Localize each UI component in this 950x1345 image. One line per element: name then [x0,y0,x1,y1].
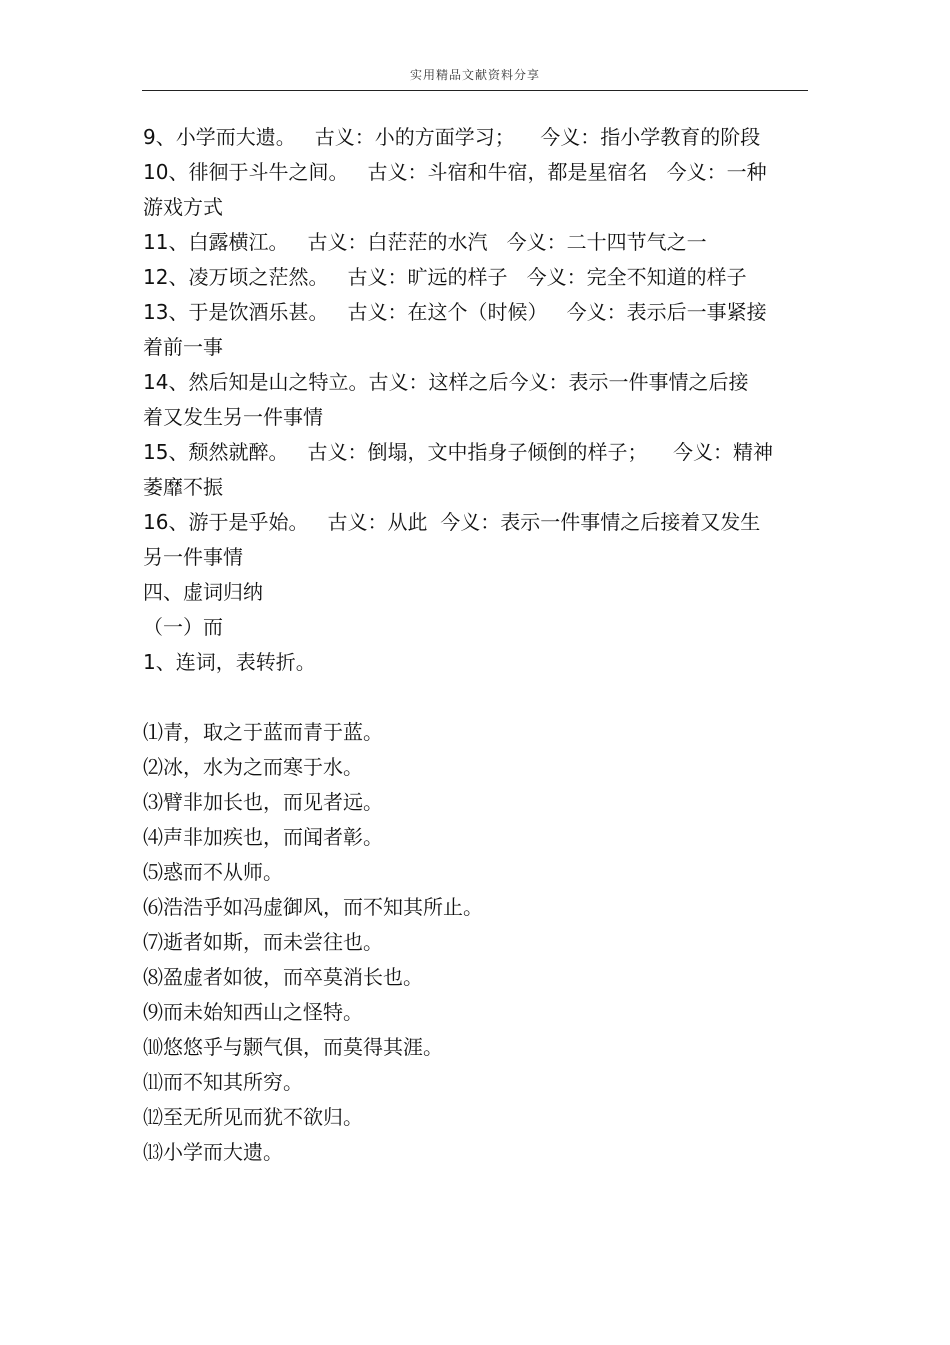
page-header: 实用精品文献资料分享 [409,68,540,82]
example-line: ⑵冰，水为之而寒于水。 [143,755,363,779]
example-line: ⑴青，取之于蓝而青于蓝。 [143,720,383,744]
blank-line [143,680,808,715]
subsection-heading: （一）而 [143,615,223,639]
example-line: ⒀小学而大遗。 [143,1140,283,1164]
text-line: 另一件事情 [143,545,243,569]
section-heading: 四、虚词归纳 [143,580,263,604]
text-line: 游戏方式 [143,195,223,219]
text-line: 9、小学而大遗。 古义：小的方面学习； 今义：指小学教育的阶段 [143,125,761,149]
example-line: ⑺逝者如斯，而未尝往也。 [143,930,383,954]
example-line: ⑶臂非加长也，而见者远。 [143,790,383,814]
text-line: 着前一事 [143,335,223,359]
header-rule [142,90,808,91]
text-line: 15、颓然就醉。 古义：倒塌，文中指身子倾倒的样子； 今义：精神 [143,440,773,464]
example-line: ⑷声非加疾也，而闻者彰。 [143,825,383,849]
text-line: 萎靡不振 [143,475,223,499]
text-line: 1、连词，表转折。 [143,650,316,674]
example-line: ⑸惑而不从师。 [143,860,283,884]
example-line: ⑿至无所见而犹不欲归。 [143,1105,363,1129]
example-line: ⑾而不知其所穷。 [143,1070,303,1094]
text-line: 10、徘徊于斗牛之间。 古义：斗宿和牛宿，都是星宿名 今义：一种 [143,160,767,184]
text-line: 着又发生另一件事情 [143,405,323,429]
example-line: ⑽悠悠乎与颢气俱，而莫得其涯。 [143,1035,443,1059]
text-line: 14、然后知是山之特立。古义：这样之后今义：表示一件事情之后接 [143,370,749,394]
text-line: 11、白露横江。 古义：白茫茫的水汽 今义：二十四节气之一 [143,230,707,254]
example-line: ⑻盈虚者如彼，而卒莫消长也。 [143,965,423,989]
example-line: ⑹浩浩乎如冯虚御风，而不知其所止。 [143,895,483,919]
text-line: 13、于是饮酒乐甚。 古义：在这个（时候） 今义：表示后一事紧接 [143,300,767,324]
text-line: 16、游于是乎始。 古义：从此 今义：表示一件事情之后接着又发生 [143,510,761,534]
document-body [143,120,808,1170]
text-line: 12、凌万顷之茫然。 古义：旷远的样子 今义：完全不知道的样子 [143,265,747,289]
example-line: ⑼而未始知西山之怪特。 [143,1000,363,1024]
